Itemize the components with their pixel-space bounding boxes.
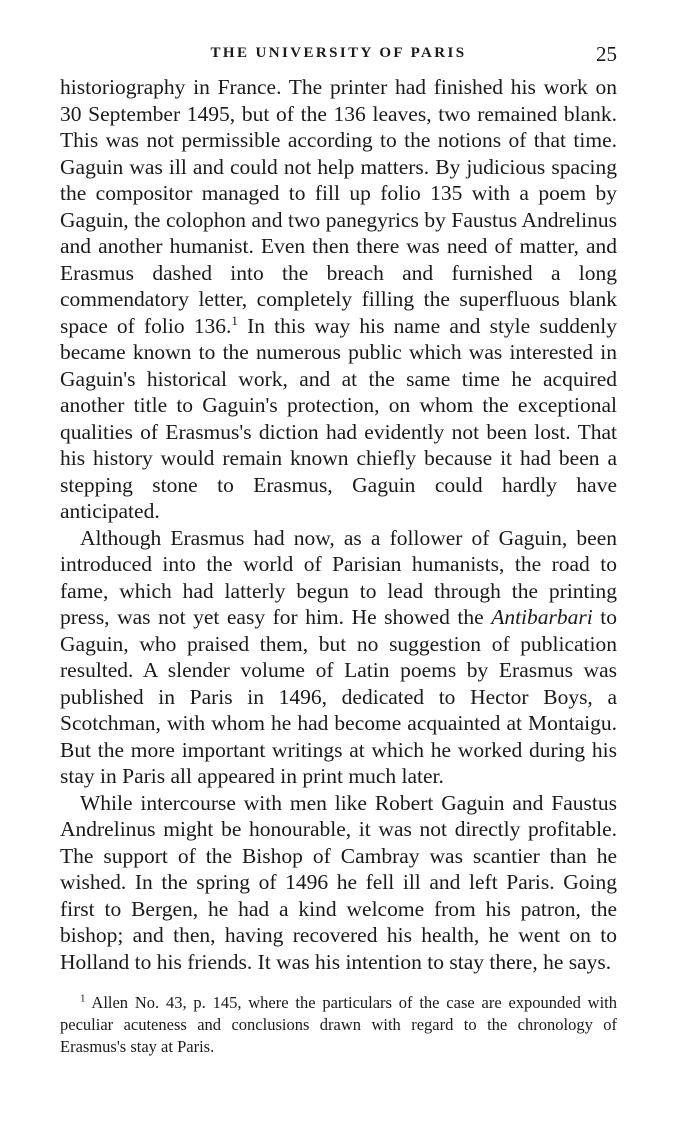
paragraph-2 [60, 525, 617, 790]
paragraph-2-text-a: Although Erasmus had now, as a follower of Gaguin, been introduced into the world of Parisian humanists, the road to fame, which had latterly begun to lead through the printing press, was not yet easy for him. He showed the [60, 525, 617, 629]
paragraph-1 [60, 74, 617, 525]
footnote [60, 992, 617, 1058]
footnote-mark: 1 [80, 992, 86, 1005]
paragraph-1-text-b: In this way his name and style suddenly became known to the numerous public which was interested in Gaguin's historical work, and at the same time he acquired another title to Gaguin's protection, on whom the exceptional qualities of Erasmus's diction had evidently not been lost. That his history would remain known chiefly because it had been a stepping stone to Erasmus, Gaguin could hardly have anticipated. [60, 313, 617, 523]
running-title: THE UNIVERSITY OF PARIS [210, 45, 467, 61]
running-head [60, 42, 617, 66]
footnote-text: Allen No. 43, p. 145, where the particulars of the case are expounded with peculiar acuteness and conclusions drawn with regard to the chronology of Erasmus's stay at Paris. [60, 993, 617, 1056]
paragraph-3: While intercourse with men like Robert Gaguin and Faustus Andrelinus might be honourable, it was not directly profitable. The support of the Bishop of Cambray was scantier than he wished. In the spring of 1496 he fell ill and left Paris. Going first to Bergen, he had a kind welcome from his patron, the bishop; and then, having recovered his health, he went on to Holland to his friends. It was his intention to stay there, he says. [60, 790, 617, 974]
body-text [60, 74, 617, 975]
paragraph-1-text-a: historiography in France. The printer had finished his work on 30 September 1495, but of the 136 leaves, two remained blank. This was not permissible according to the notions of that time. Gaguin was ill and could not help matters. By judicious spacing the compositor managed to fill up folio 135 with a poem by Gaguin, the colophon and two panegyrics by Faustus Andrelinus and another humanist. Even then there was need of matter, and Erasmus dashed into the breach and furnished a long commendatory letter, completely filling the superfluous blank space of folio 136. [60, 75, 617, 338]
footnote-reference: 1 [231, 312, 238, 328]
italic-title: Antibarbari [491, 605, 593, 629]
paragraph-2-text-b: to Gaguin, who praised them, but no suggestion of publication resulted. A slender volume of Latin poems by Erasmus was published in Paris in 1496, dedicated to Hector Boys, a Scotchman, with whom he had become acquainted at Montaigu. But the more important writings at which he worked during his stay in Paris all appeared in print much later. [60, 605, 617, 788]
page-number: 25 [596, 42, 617, 66]
